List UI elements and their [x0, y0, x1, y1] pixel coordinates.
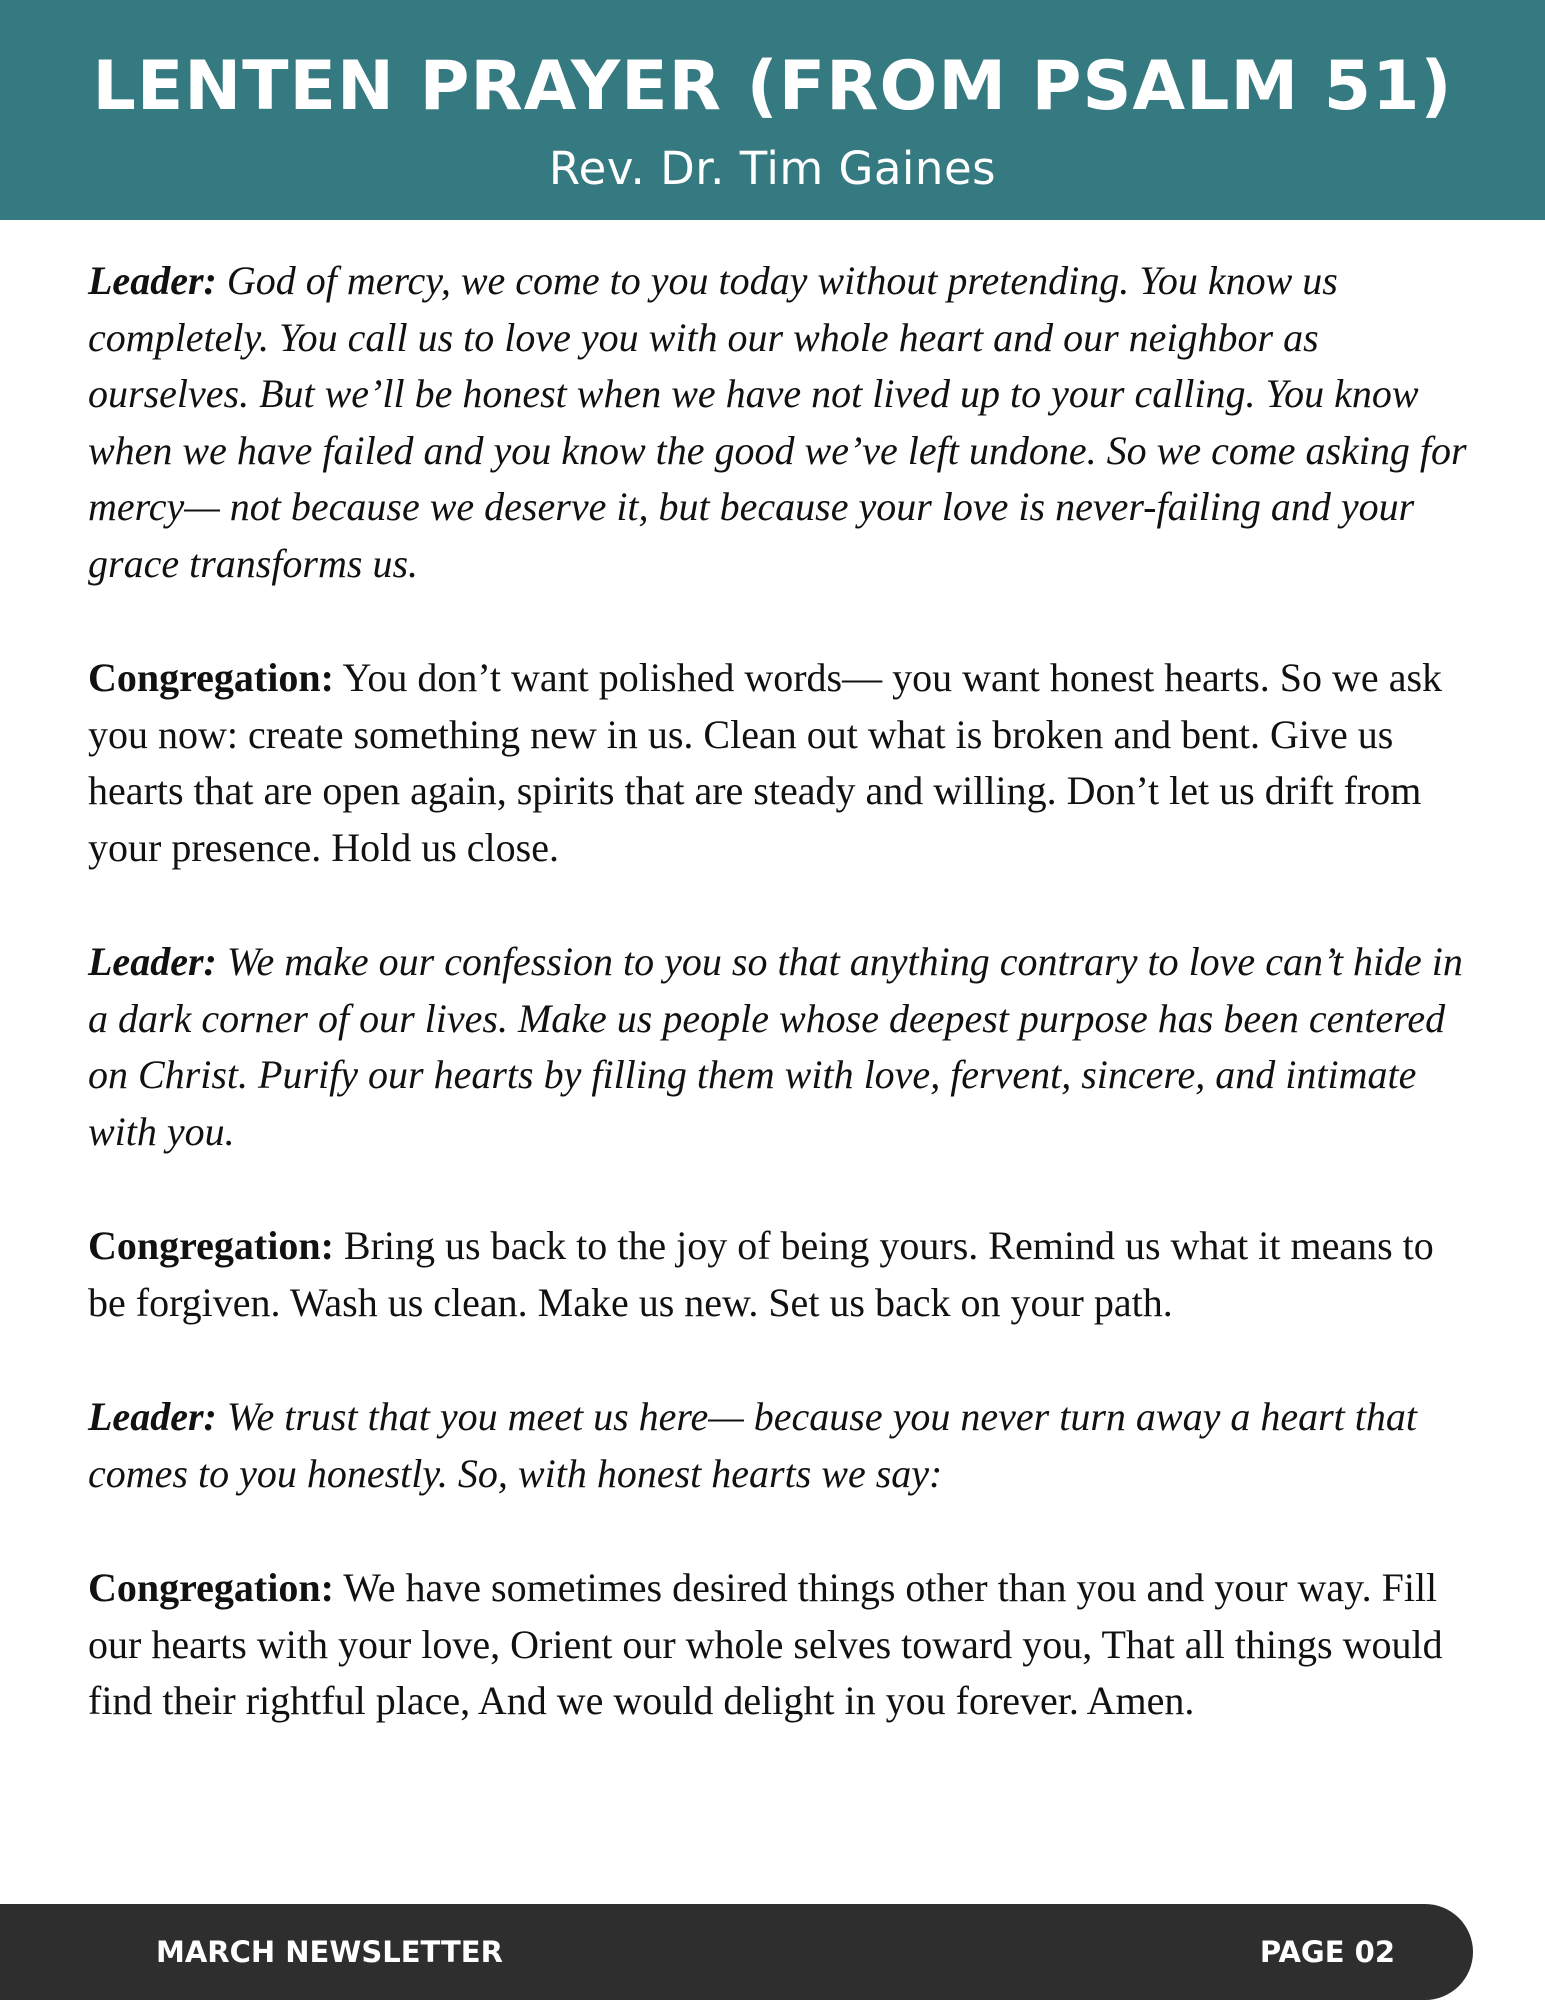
- stanza-congregation-3: [88, 1560, 1468, 1730]
- speaker-label: Congregation:: [88, 655, 334, 700]
- stanza-text: God of mercy, we come to you today without pretending. You know us completely. You call us to love you with our whole heart and our neighbor as ourselves. But we’ll be honest when we have not lived up to your calling. You know when we have failed and you know the good we’ve left undone. So we come asking for mercy— not because we deserve it, but because your love is never-failing and your grace transforms us.: [88, 258, 1467, 586]
- stanza-leader-1: [88, 253, 1468, 592]
- prayer-body: [88, 253, 1468, 1788]
- stanza-leader-3: [88, 1389, 1468, 1502]
- speaker-label: Leader:: [88, 939, 217, 984]
- stanza-congregation-1: [88, 650, 1468, 876]
- speaker-label: Congregation:: [88, 1223, 334, 1268]
- stanza-text: We trust that you meet us here— because you never turn away a heart that comes to you honestly. So, with honest hearts we say:: [88, 1394, 1417, 1496]
- stanza-text: You don’t want polished words— you want honest hearts. So we ask you now: create something new in us. Clean out what is broken and bent. Give us hearts that are open again, spirits that are steady and willing. Don’t let us drift from your presence. Hold us close.: [88, 655, 1443, 870]
- author-subtitle: Rev. Dr. Tim Gaines: [548, 142, 997, 195]
- page-title: LENTEN PRAYER (FROM PSALM 51): [92, 47, 1453, 126]
- header-banner: [0, 0, 1545, 220]
- stanza-leader-2: [88, 934, 1468, 1160]
- page-number: PAGE 02: [1259, 1935, 1395, 1969]
- speaker-label: Leader:: [88, 1394, 217, 1439]
- footer-bar: [0, 1904, 1473, 2000]
- stanza-text: We have sometimes desired things other than you and your way. Fill our hearts with your love, Orient our whole selves toward you, That all things would find their rightful place, And we would delight in you forever. Amen.: [88, 1565, 1443, 1723]
- newsletter-label: MARCH NEWSLETTER: [156, 1935, 503, 1969]
- stanza-text: We make our confession to you so that anything contrary to love can’t hide in a dark corner of our lives. Make us people whose deepest purpose has been centered on Christ. Purify our hearts by filling them with love, fervent, sincere, and intimate with you.: [88, 939, 1463, 1154]
- stanza-congregation-2: [88, 1218, 1468, 1331]
- speaker-label: Congregation:: [88, 1565, 334, 1610]
- speaker-label: Leader:: [88, 258, 217, 303]
- stanza-text: Bring us back to the joy of being yours. Remind us what it means to be forgiven. Wash us clean. Make us new. Set us back on your path.: [88, 1223, 1434, 1325]
